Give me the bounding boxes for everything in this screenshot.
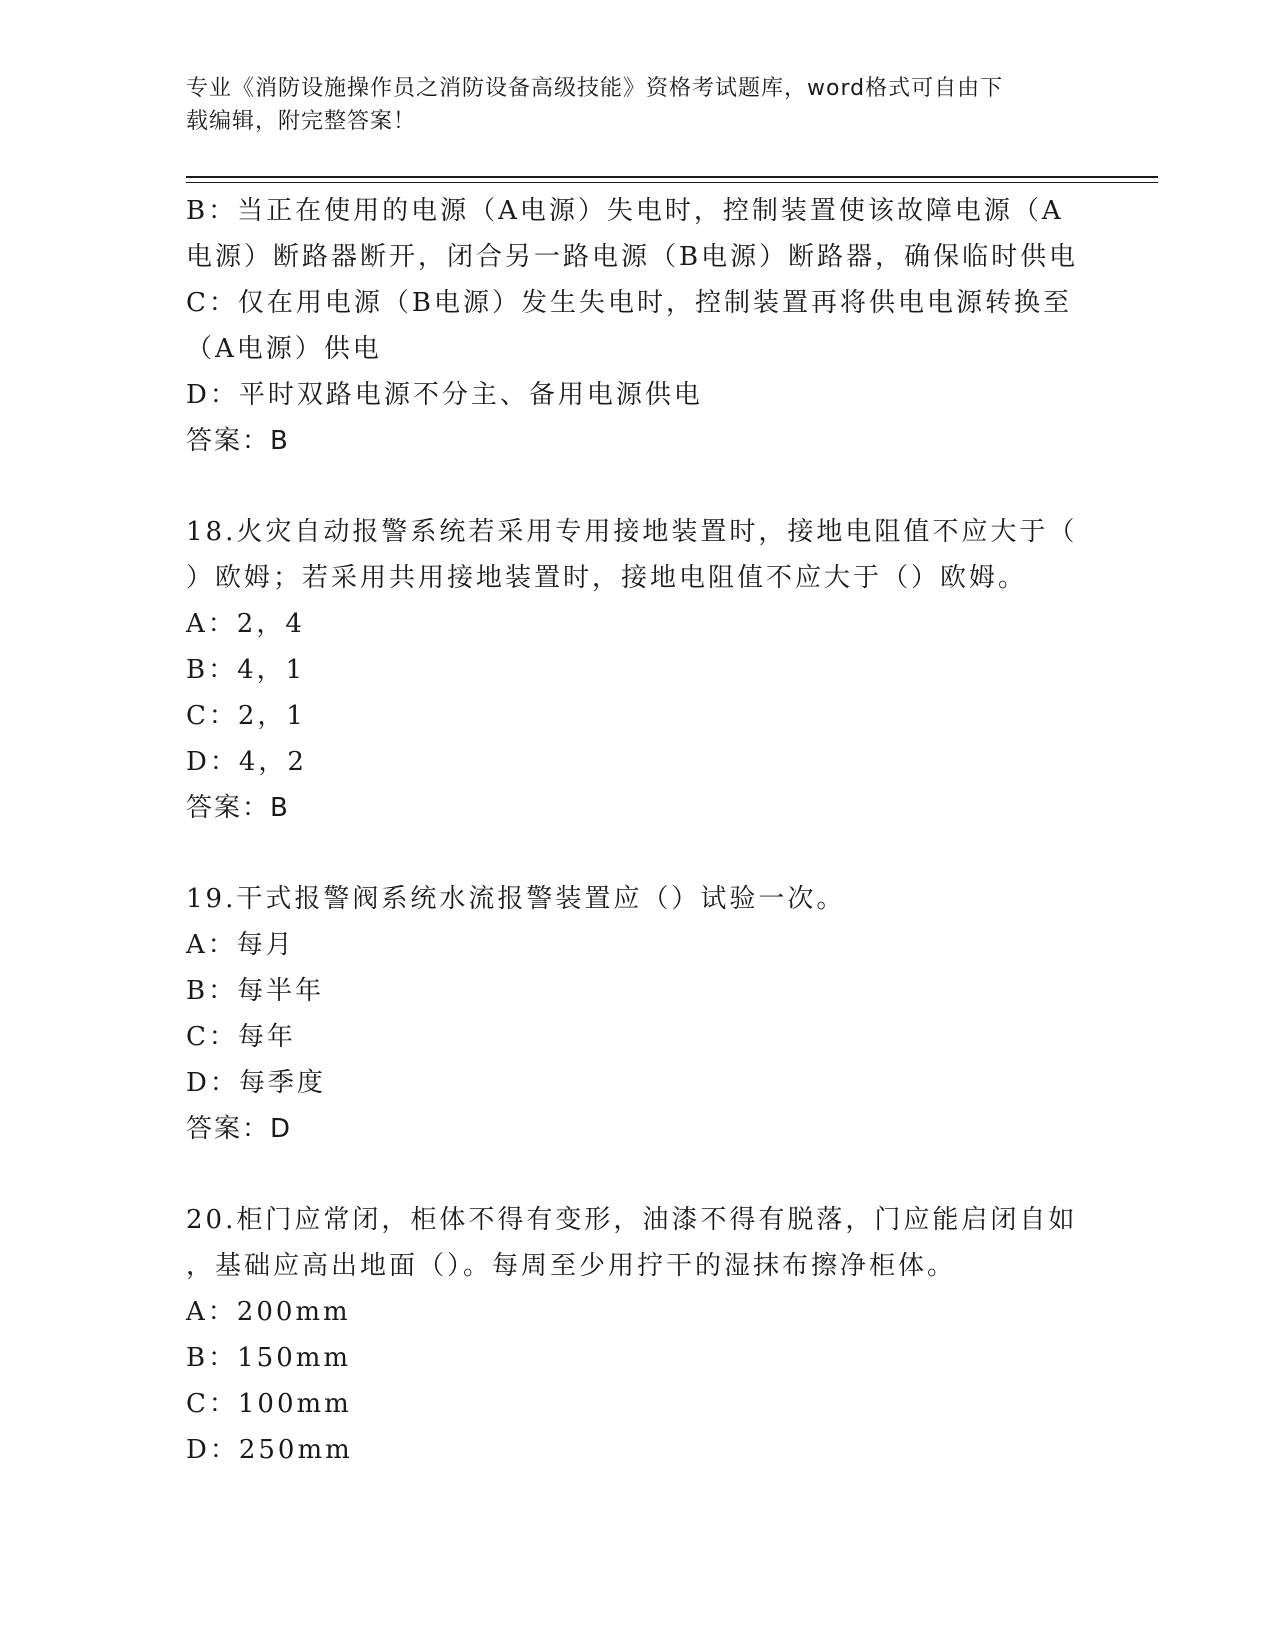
question-18 [186,509,1086,831]
header-divider-thin [186,182,1158,183]
previous-question-tail [186,188,1086,464]
option-b-line-2: 电源）断路器断开，闭合另一路电源（B电源）断路器，确保临时供电 [186,242,1079,272]
option-c: C：2，1 [186,701,306,731]
option-d: D：250mm [186,1435,353,1465]
option-b: B：4，1 [186,655,306,685]
option-a: A：2，4 [186,609,305,639]
spacer [186,831,1086,876]
answer-label: 答案：B [186,793,290,823]
option-b-line-1: B：当正在使用的电源（A电源）失电时，控制装置使该故障电源（A [186,196,1064,226]
option-c-line-2: （A电源）供电 [186,334,382,364]
spacer [186,464,1086,509]
answer-label: 答案：B [186,426,290,456]
option-d: D：平时双路电源不分主、备用电源供电 [186,380,703,410]
option-d: D：每季度 [186,1068,326,1098]
question-stem-line: 20.柜门应常闭，柜体不得有变形，油漆不得有脱落，门应能启闭自如 [186,1205,1078,1235]
header-line-2: 载编辑，附完整答案！ [186,109,417,134]
option-d: D：4，2 [186,747,307,777]
option-b: B：每半年 [186,976,325,1006]
question-content [186,188,1086,1473]
question-stem-line: ）欧姆；若采用共用接地装置时，接地电阻值不应大于（）欧姆。 [186,563,1028,593]
question-stem-line: 18.火灾自动报警系统若采用专用接地装置时，接地电阻值不应大于（ [186,517,1078,547]
question-20 [186,1197,1086,1473]
option-a: A：每月 [186,930,295,960]
document-header [186,72,1086,138]
header-line-1: 专业《消防设施操作员之消防设备高级技能》资格考试题库，word格式可自由下 [186,76,1004,101]
option-a: A：200mm [186,1297,351,1327]
question-19 [186,876,1086,1152]
header-divider-thick [186,176,1158,178]
spacer [186,1152,1086,1197]
option-c: C：每年 [186,1022,296,1052]
answer-label: 答案：D [186,1114,293,1144]
question-stem-line: ，基础应高出地面（）。每周至少用拧干的湿抹布擦净柜体。 [186,1251,957,1281]
option-c: C：100mm [186,1389,352,1419]
option-c-line-1: C：仅在用电源（B电源）发生失电时，控制装置再将供电电源转换至 [186,288,1073,318]
question-stem-line: 19.干式报警阀系统水流报警装置应（）试验一次。 [186,884,846,914]
option-b: B：150mm [186,1343,352,1373]
